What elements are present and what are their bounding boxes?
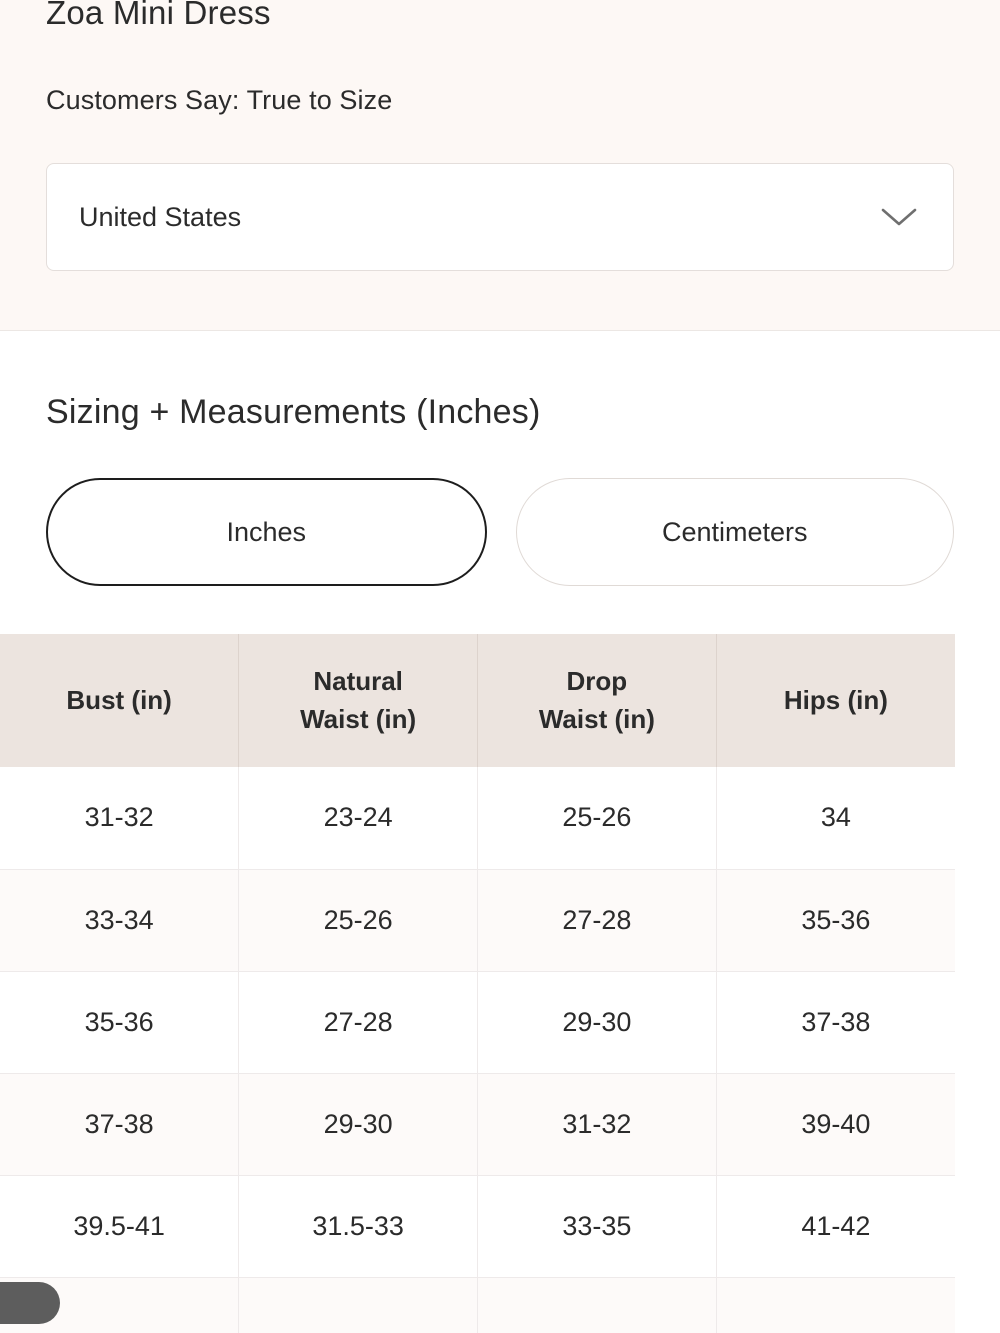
size-table [0,634,955,1333]
table-row [0,1073,955,1175]
cell-natural-waist: 23-24 [239,767,478,869]
cell-natural-waist: 31.5-33 [239,1175,478,1277]
size-table-scroll-container[interactable] [0,634,1000,1333]
cell-hips: 35-36 [716,869,955,971]
column-header-bust-line1: Bust (in) [66,684,172,715]
unit-toggle-centimeters-label: Centimeters [661,516,808,547]
cell-bust: 39.5-41 [0,1175,239,1277]
unit-toggle-inches[interactable] [46,478,487,586]
size-table-body [0,767,955,1333]
cell-hips: 39-40 [716,1073,955,1175]
column-header-natural-waist-line1: Natural [313,665,403,696]
column-header-natural-waist [239,634,478,767]
column-header-drop-waist-line1: Drop [566,665,628,696]
cell-drop-waist: 25-26 [478,767,717,869]
cell-drop-waist: 29-30 [478,971,717,1073]
cell-bust: 33-34 [0,869,239,971]
cell-hips: 41-42 [716,1175,955,1277]
column-header-hips [716,634,955,767]
column-header-drop-waist [478,634,717,767]
unit-toggle-centimeters[interactable] [516,478,955,586]
chevron-down-icon [879,205,919,229]
cell-bust: 31-32 [0,767,239,869]
horizontal-scroll-handle[interactable] [0,1282,60,1324]
sizing-heading: Sizing + Measurements (Inches) [46,393,541,431]
cell-drop-waist: 33-35 [478,1175,717,1277]
page-title: Zoa Mini Dress [46,0,271,31]
table-row [0,1277,955,1333]
country-select[interactable] [46,163,954,271]
table-row [0,1175,955,1277]
customers-say-text: Customers Say: True to Size [46,85,393,115]
cell-hips [716,1277,955,1333]
cell-drop-waist: 31-32 [478,1073,717,1175]
cell-bust: 37-38 [0,1073,239,1175]
cell-hips: 37-38 [716,971,955,1073]
cell-drop-waist [478,1277,717,1333]
table-row [0,971,955,1073]
cell-bust: 35-36 [0,971,239,1073]
unit-toggle-group [46,478,954,586]
table-row [0,767,955,869]
table-row [0,869,955,971]
cell-natural-waist [239,1277,478,1333]
column-header-natural-waist-line2: Waist (in) [300,703,417,734]
column-header-bust [0,634,239,767]
table-header-row [0,634,955,767]
cell-natural-waist: 25-26 [239,869,478,971]
cell-drop-waist: 27-28 [478,869,717,971]
cell-hips: 34 [716,767,955,869]
column-header-drop-waist-line2: Waist (in) [538,703,655,734]
sizing-section [0,331,1000,1333]
cell-natural-waist: 27-28 [239,971,478,1073]
product-header-panel [0,0,1000,330]
cell-natural-waist: 29-30 [239,1073,478,1175]
column-header-hips-line1: Hips (in) [783,684,888,715]
country-select-value: United States [79,201,242,232]
unit-toggle-inches-label: Inches [226,516,307,547]
size-table-header [0,634,955,767]
